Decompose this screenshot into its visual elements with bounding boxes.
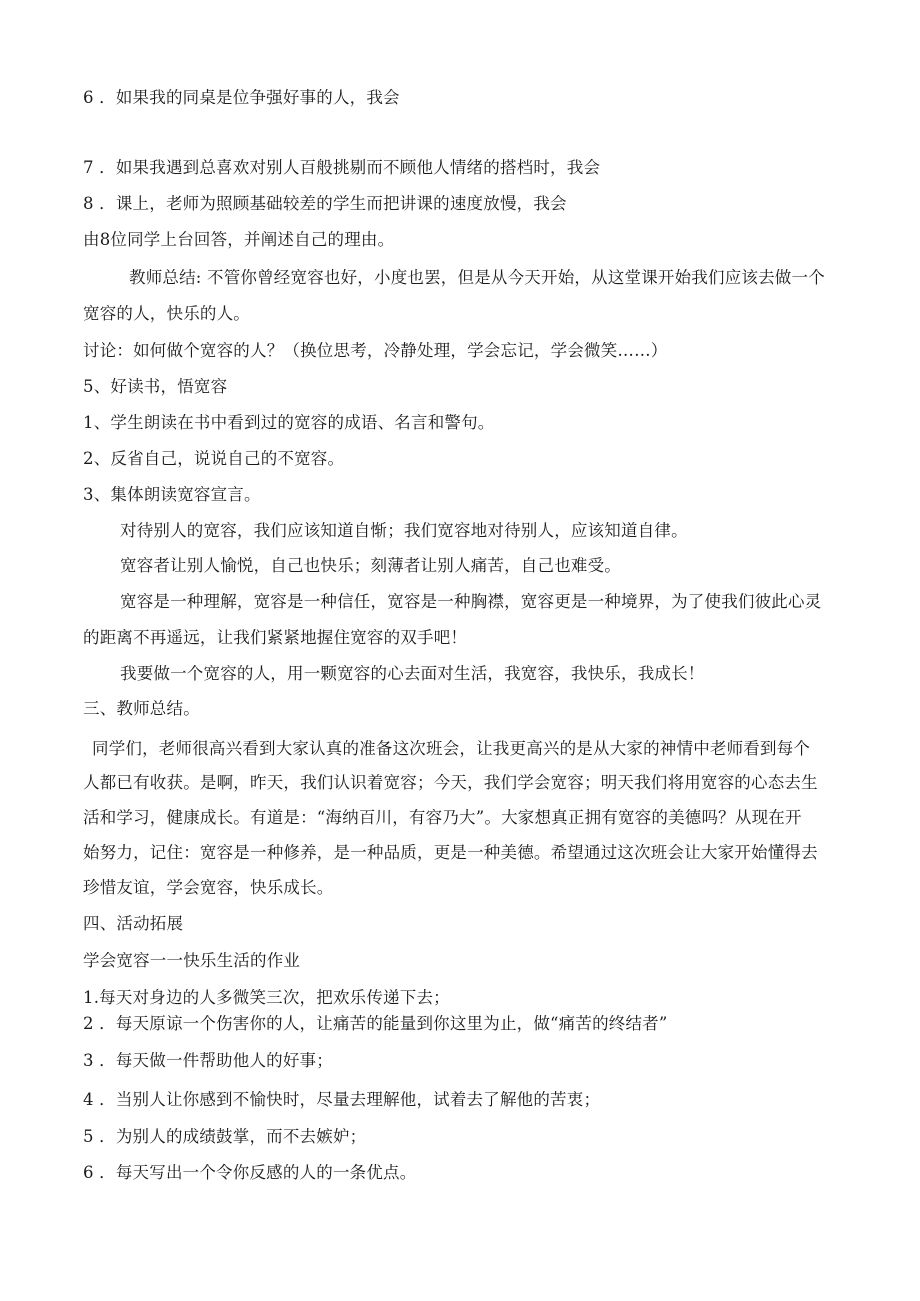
section-4-heading: 四、活动拓展 <box>83 914 184 933</box>
declaration-line-4: 我要做一个宽容的人，用一颗宽容的心去面对生活，我宽容，我快乐，我成长！ <box>120 664 705 683</box>
question-6-line: 6 ．如果我的同桌是位争强好事的人，我会 <box>83 88 400 107</box>
summary-paragraph-line-4: 始努力，记住：宽容是一种修养，是一种品质，更是一种美德。希望通过这次班会让大家开始懂得去 <box>83 843 818 862</box>
list-item-3: 3、集体朗读宽容宣言。 <box>83 485 261 504</box>
homework-item-6: 6 ．每天写出一个令你反感的人的一条优点。 <box>83 1163 417 1182</box>
list-item-2: 2、反省自己，说说自己的不宽容。 <box>83 449 345 468</box>
declaration-line-3: 宽容是一种理解，宽容是一种信任，宽容是一种胸襟，宽容更是一种境界，为了使我们彼此心灵 <box>120 592 822 611</box>
answer-instruction-line: 由8位同学上台回答，并阐述自己的理由。 <box>83 230 395 249</box>
homework-item-5: 5 ．为别人的成绩鼓掌，而不去嫉妒； <box>83 1127 367 1146</box>
homework-item-2: 2 ．每天原谅一个伤害你的人，让痛苦的能量到你这里为止，做“痛苦的终结者” <box>83 1014 668 1033</box>
homework-title: 学会宽容一一快乐生活的作业 <box>83 951 301 970</box>
homework-item-3: 3 ．每天做一件帮助他人的好事； <box>83 1051 333 1070</box>
question-7-line: 7 ．如果我遇到总喜欢对别人百般挑剔而不顾他人情绪的搭档时，我会 <box>83 158 601 177</box>
declaration-line-1: 对待别人的宽容，我们应该知道自惭；我们宽容地对待别人，应该知道自律。 <box>120 521 688 540</box>
summary-paragraph-line-1: 同学们，老师很高兴看到大家认真的准备这次班会，让我更高兴的是从大家的神情中老师看到每个 <box>92 739 811 758</box>
section-3-heading: 三、教师总结。 <box>83 699 200 718</box>
question-8-line: 8 ．课上，老师为照顾基础较差的学生而把讲课的速度放慢，我会 <box>83 194 567 213</box>
summary-paragraph-line-3: 活和学习，健康成长。有道是：“海纳百川，有容乃大”。大家想真正拥有宽容的美德吗？从现在开 <box>83 808 802 827</box>
list-item-1: 1、学生朗读在书中看到过的宽容的成语、名言和警句。 <box>83 413 495 432</box>
declaration-line-3b: 的距离不再遥远，让我们紧紧地握住宽容的双手吧！ <box>83 628 468 647</box>
summary-paragraph-line-2: 人都已有收获。是啊，昨天，我们认识着宽容；今天，我们学会宽容；明天我们将用宽容的心态去生 <box>83 773 818 792</box>
section-5-heading: 5、好读书，悟宽容 <box>83 377 228 396</box>
teacher-summary-line-2: 宽容的人，快乐的人。 <box>83 304 250 323</box>
homework-item-4: 4 ．当别人让你感到不愉快时，尽量去理解他，试着去了解他的苦衷； <box>83 1090 601 1109</box>
homework-item-1: 1.每天对身边的人多微笑三次，把欢乐传递下去； <box>83 988 450 1007</box>
discussion-line: 讨论：如何做个宽容的人？（换位思考，冷静处理，学会忘记，学会微笑……） <box>83 341 668 360</box>
teacher-summary-line-1: 教师总结: 不管你曾经宽容也好，小度也罢，但是从今天开始，从这堂课开始我们应该去做一个 <box>129 268 825 287</box>
declaration-line-2: 宽容者让别人愉悦，自己也快乐；刻薄者让别人痛苦，自己也难受。 <box>120 556 621 575</box>
summary-paragraph-line-5: 珍惜友谊，学会宽容，快乐成长。 <box>83 878 334 897</box>
